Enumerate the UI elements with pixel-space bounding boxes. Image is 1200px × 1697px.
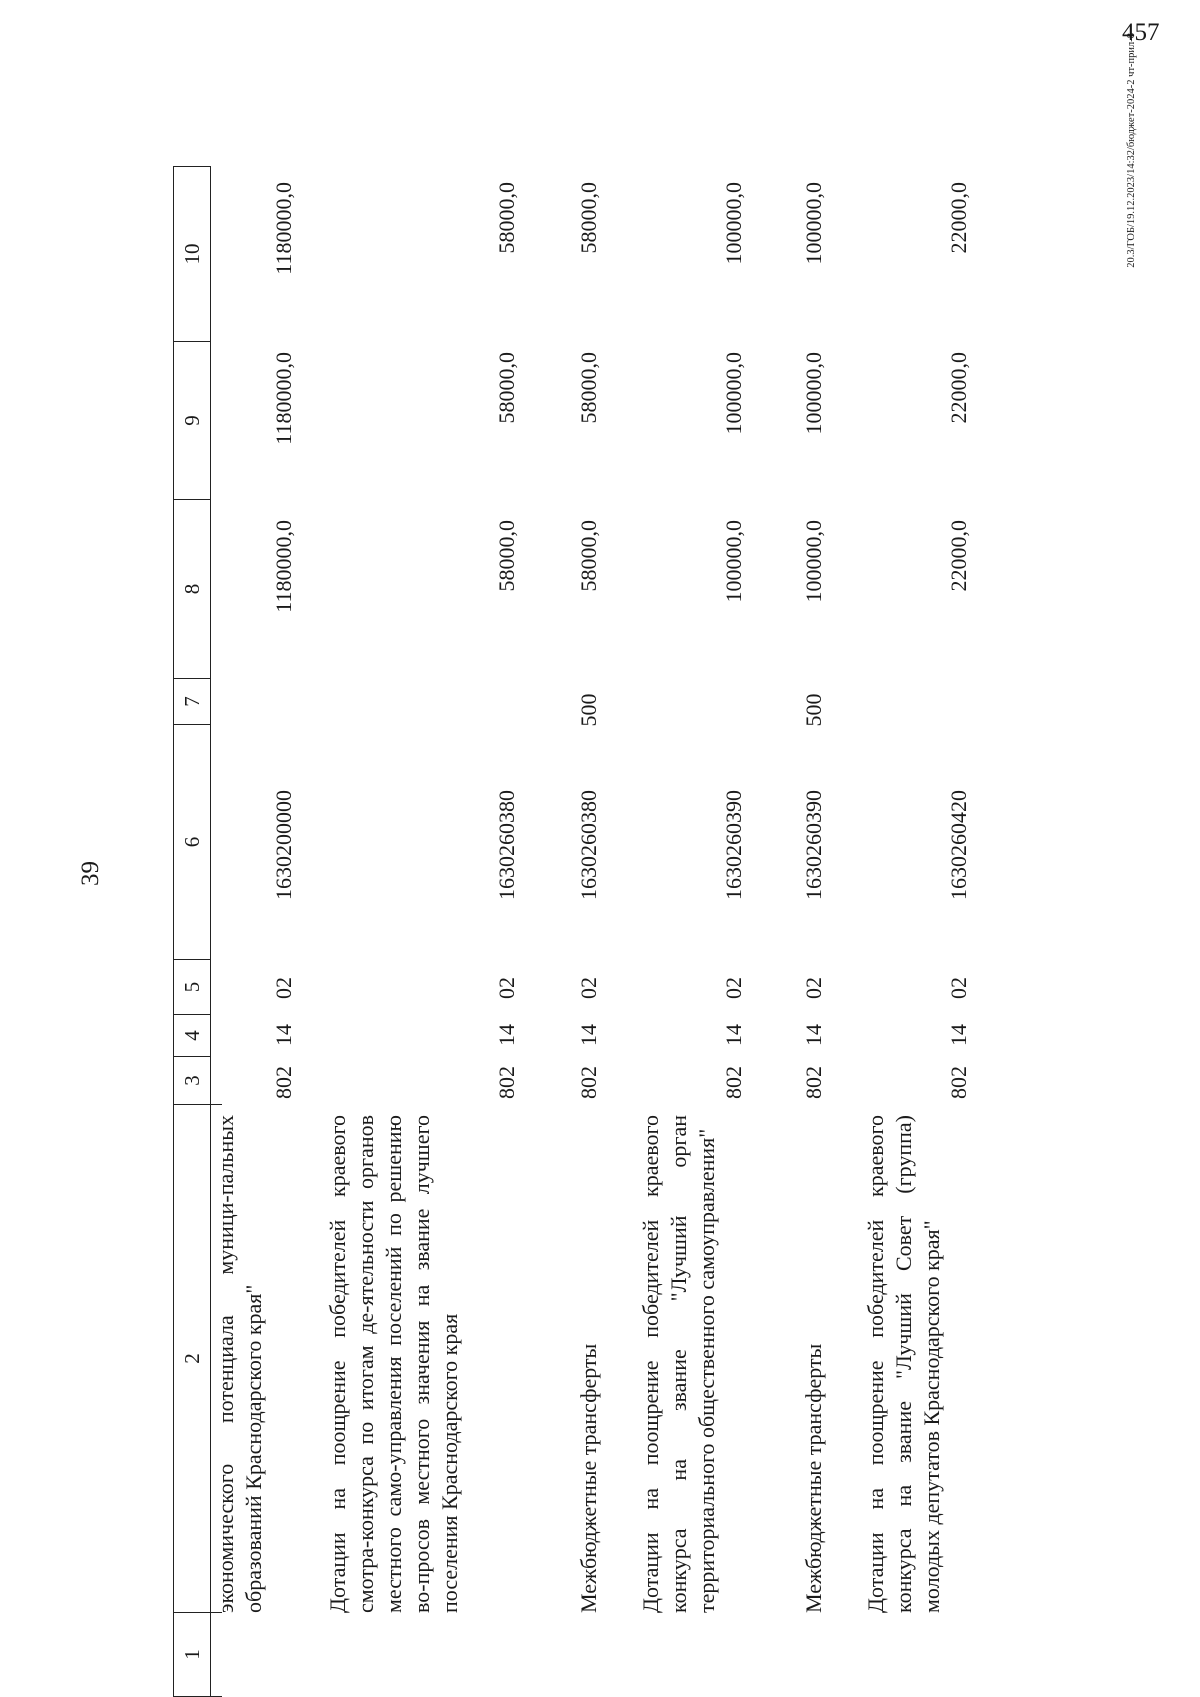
cell-col-7: 500 bbox=[801, 693, 826, 727]
cell-col-10: 100000,0 bbox=[721, 182, 746, 265]
cell-col-10: 58000,0 bbox=[576, 182, 601, 254]
cell-col-5: 02 bbox=[271, 977, 296, 999]
document-code: 20.3/ГОБ/19.12.2023/14:32/бюджет-2024-2 чт-прил-8 bbox=[1126, 33, 1137, 268]
cell-col-10: 58000,0 bbox=[494, 182, 519, 254]
column-rule bbox=[211, 1104, 222, 1105]
cell-col-9: 100000,0 bbox=[801, 352, 826, 435]
cell-col-8: 22000,0 bbox=[946, 520, 971, 592]
cell-col-8: 58000,0 bbox=[576, 520, 601, 592]
cell-col-4: 14 bbox=[801, 1024, 826, 1046]
header-col-5: 5 bbox=[173, 960, 211, 1015]
cell-col-10: 1180000,0 bbox=[271, 182, 296, 275]
cell-col-8: 58000,0 bbox=[494, 520, 519, 592]
cell-col-9: 1180000,0 bbox=[271, 352, 296, 445]
header-col-4: 4 bbox=[173, 1015, 211, 1057]
row-description: Межбюджетные трансферты bbox=[801, 1343, 826, 1613]
cell-col-9: 58000,0 bbox=[576, 352, 601, 424]
cell-col-3: 802 bbox=[721, 1066, 746, 1099]
header-col-7: 7 bbox=[173, 679, 211, 725]
cell-col-8: 1180000,0 bbox=[271, 520, 296, 613]
cell-col-5: 02 bbox=[576, 977, 601, 999]
cell-col-9: 58000,0 bbox=[494, 352, 519, 424]
footer-page-number: 457 bbox=[1122, 19, 1160, 46]
header-col-8: 8 bbox=[173, 500, 211, 679]
row-description: Дотации на поощрение победителей краевого смотра-конкурса по итогам де-ятельности органов местного само-управления поселений по решению во-просов местного значения на звание лучшего поселения Краснодарского края bbox=[325, 1115, 462, 1613]
cell-col-3: 802 bbox=[271, 1066, 296, 1099]
cell-col-3: 802 bbox=[946, 1066, 971, 1099]
cell-col-6: 1630200000 bbox=[271, 790, 296, 900]
cell-col-7: 500 bbox=[576, 693, 601, 727]
row-description: Межбюджетные трансферты bbox=[576, 1343, 601, 1613]
header-col-6: 6 bbox=[173, 725, 211, 960]
cell-col-6: 1630260390 bbox=[801, 790, 826, 900]
page-number: 39 bbox=[77, 861, 104, 886]
cell-col-3: 802 bbox=[801, 1066, 826, 1099]
cell-col-4: 14 bbox=[494, 1024, 519, 1046]
cell-col-4: 14 bbox=[721, 1024, 746, 1046]
cell-col-8: 100000,0 bbox=[721, 520, 746, 603]
cell-col-3: 802 bbox=[576, 1066, 601, 1099]
cell-col-6: 1630260380 bbox=[576, 790, 601, 900]
cell-col-6: 1630260420 bbox=[946, 790, 971, 900]
cell-col-9: 100000,0 bbox=[721, 352, 746, 435]
header-col-2: 2 bbox=[173, 1105, 211, 1613]
header-col-10: 10 bbox=[173, 166, 211, 342]
header-col-1: 1 bbox=[173, 1613, 211, 1697]
cell-col-10: 22000,0 bbox=[946, 182, 971, 254]
cell-col-3: 802 bbox=[494, 1066, 519, 1099]
cell-col-9: 22000,0 bbox=[946, 352, 971, 424]
cell-col-5: 02 bbox=[801, 977, 826, 999]
cell-col-6: 1630260380 bbox=[494, 790, 519, 900]
header-col-9: 9 bbox=[173, 342, 211, 500]
cell-col-4: 14 bbox=[946, 1024, 971, 1046]
cell-col-4: 14 bbox=[576, 1024, 601, 1046]
cell-col-5: 02 bbox=[721, 977, 746, 999]
cell-col-8: 100000,0 bbox=[801, 520, 826, 603]
row-description: Дотации на поощрение победителей краевого конкурса на звание "Лучший орган территориального общественного самоуправления" bbox=[638, 1115, 719, 1613]
row-description: экономического потенциала муници-пальных образований Краснодарского края" bbox=[213, 1115, 266, 1613]
cell-col-6: 1630260390 bbox=[721, 790, 746, 900]
cell-col-5: 02 bbox=[494, 977, 519, 999]
row-description: Дотации на поощрение победителей краевого конкурса на звание "Лучший Совет (группа) молодых депутатов Краснодарского края" bbox=[863, 1115, 944, 1613]
header-col-3: 3 bbox=[173, 1057, 211, 1105]
cell-col-5: 02 bbox=[946, 977, 971, 999]
cell-col-10: 100000,0 bbox=[801, 182, 826, 265]
cell-col-4: 14 bbox=[271, 1024, 296, 1046]
